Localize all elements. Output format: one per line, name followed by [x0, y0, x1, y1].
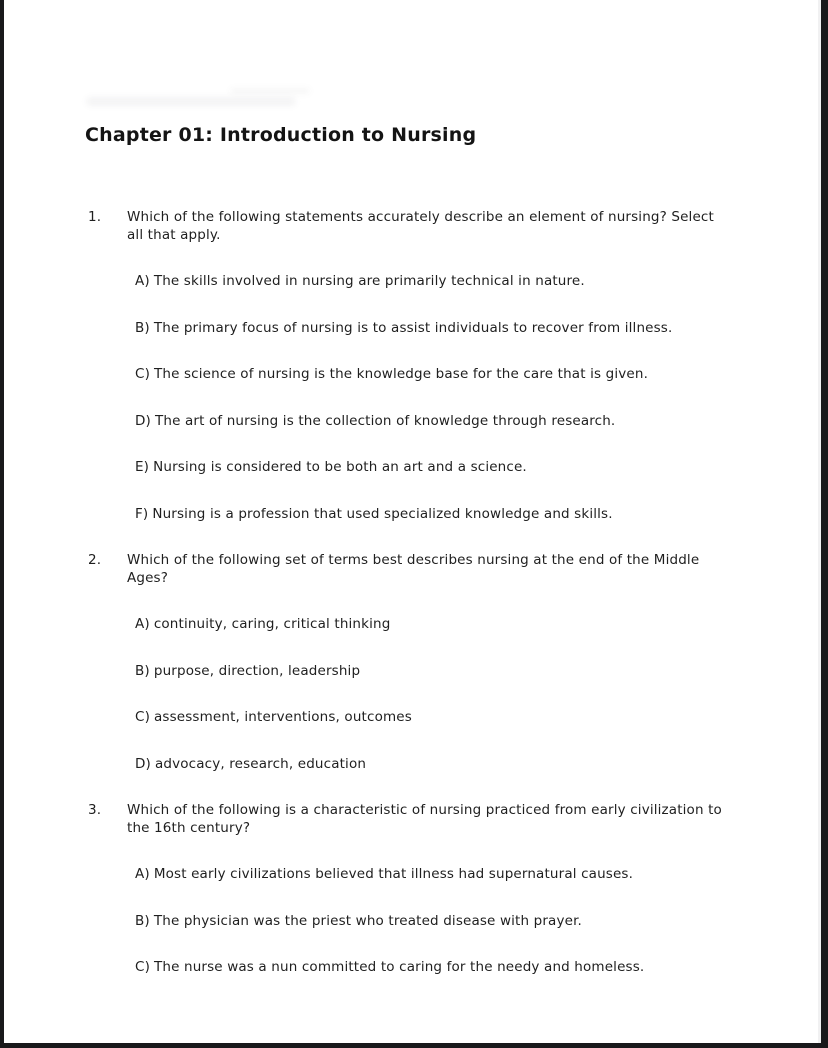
- option-label: F): [135, 505, 149, 522]
- option-label: C): [135, 366, 150, 382]
- option-text: The physician was the priest who treated disease with prayer.: [153, 912, 582, 929]
- option-d: [135, 413, 792, 431]
- question-number: 1.: [88, 209, 102, 225]
- option-text: The skills involved in nursing are primarily technical in nature.: [153, 273, 585, 289]
- option-text: purpose, direction, leadership: [153, 662, 361, 679]
- option-label: E): [135, 459, 150, 475]
- option-text: The nurse was a nun committed to caring for the needy and homeless.: [154, 959, 645, 975]
- option-e: [135, 459, 792, 477]
- option-a: [135, 273, 792, 291]
- page-title: Chapter 01: Introduction to Nursing: [85, 124, 477, 146]
- option-label: A): [135, 866, 150, 882]
- screen-border-left: [0, 0, 4, 1048]
- option-text: advocacy, research, education: [154, 755, 367, 772]
- option-label: B): [135, 319, 150, 336]
- question-3: [88, 802, 792, 977]
- option-label: D): [135, 755, 151, 772]
- option-text: The primary focus of nursing is to assist individuals to recover from illness.: [153, 319, 673, 336]
- option-text: Nursing is a profession that used specialized knowledge and skills.: [152, 505, 613, 522]
- option-label: B): [135, 662, 150, 679]
- option-label: A): [135, 616, 150, 632]
- option-label: C): [135, 959, 150, 975]
- question-1: [88, 209, 792, 523]
- option-c: [135, 366, 792, 384]
- screen-border-right: [821, 0, 828, 1048]
- option-label: A): [135, 273, 150, 289]
- option-label: C): [135, 709, 150, 725]
- option-b: [135, 663, 792, 681]
- option-label: D): [135, 412, 151, 429]
- option-c: [135, 959, 792, 977]
- option-label: B): [135, 912, 150, 929]
- option-text: The art of nursing is the collection of knowledge through research.: [154, 412, 616, 429]
- question-row: [88, 802, 792, 837]
- question-number: 2.: [88, 552, 102, 568]
- question-number: 3.: [88, 802, 102, 818]
- screen-border-bottom: [0, 1043, 828, 1048]
- faded-print-artifact: [86, 97, 296, 106]
- option-text: Most early civilizations believed that illness had supernatural causes.: [153, 866, 634, 882]
- option-text: The science of nursing is the knowledge base for the care that is given.: [154, 366, 649, 382]
- question-text: Which of the following statements accurately describe an element of nursing? Select all that apply.: [127, 209, 714, 243]
- option-text: continuity, caring, critical thinking: [153, 616, 391, 632]
- question-text: Which of the following is a characteristic of nursing practiced from early civilization to the 16th century?: [127, 802, 722, 836]
- question-list: [88, 209, 792, 977]
- question-text: Which of the following set of terms best describes nursing at the end of the Middle Ages?: [127, 552, 700, 586]
- option-c: [135, 709, 792, 727]
- option-a: [135, 866, 792, 884]
- option-d: [135, 756, 792, 774]
- option-text: assessment, interventions, outcomes: [154, 709, 412, 725]
- option-b: [135, 913, 792, 931]
- option-f: [135, 506, 792, 524]
- option-b: [135, 320, 792, 338]
- option-text: Nursing is considered to be both an art and a science.: [153, 459, 527, 475]
- question-2: [88, 552, 792, 773]
- option-a: [135, 616, 792, 634]
- question-row: [88, 209, 792, 244]
- faded-print-artifact: [230, 88, 310, 94]
- question-row: [88, 552, 792, 587]
